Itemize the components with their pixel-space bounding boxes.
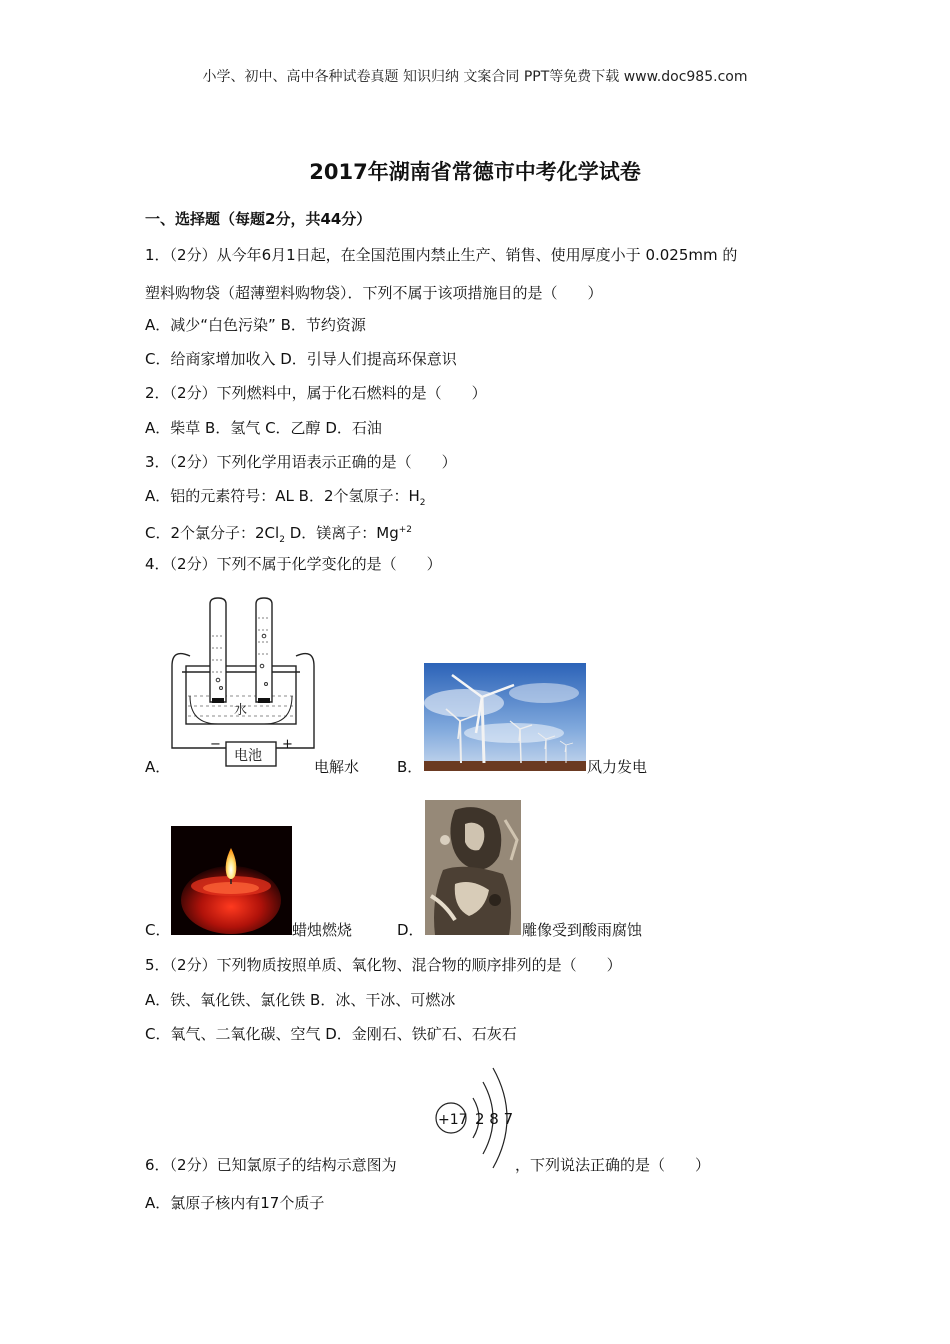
- battery-plus-sign: +: [282, 737, 293, 752]
- q3-option-d-superscript: +2: [398, 525, 413, 535]
- q6-stem-part1: 6．（2分）已知氯原子的结构示意图为: [145, 1156, 397, 1174]
- q6-option-a: A．氯原子核内有17个质子: [145, 1194, 325, 1212]
- electrolysis-diagram: [168, 596, 316, 772]
- q4-option-c-caption: 蜡烛燃烧: [292, 921, 353, 939]
- q1-options-ab: A．减少“白色污染” B．节约资源: [145, 316, 366, 334]
- atom-electron-shells: 2 8 7: [475, 1110, 514, 1128]
- q3-option-c-text: C．2个氯分子：2Cl: [145, 524, 280, 542]
- q4-option-b-caption: 风力发电: [587, 758, 648, 776]
- corroded-statue-photo: [425, 800, 521, 935]
- q4-option-d-label: D．: [397, 921, 424, 939]
- q3-options-ab: [145, 486, 426, 513]
- q4-option-a-label: A．: [145, 758, 171, 776]
- page-title: 2017年湖南省常德市中考化学试卷: [309, 160, 641, 184]
- q5-options-ab: A．铁、氧化铁、氯化铁 B．冰、干冰、可燃冰: [145, 991, 456, 1009]
- section-heading: 一、选择题（每题2分，共44分）: [145, 210, 372, 228]
- wind-turbine-photo: [424, 663, 586, 771]
- q5-stem: 5．（2分）下列物质按照单质、氧化物、混合物的顺序排列的是（ ）: [145, 956, 622, 974]
- q3-options-cd: [145, 520, 412, 550]
- q5-options-cd: C．氧气、二氧化碳、空气 D．金刚石、铁矿石、石灰石: [145, 1025, 517, 1043]
- q4-stem: 4．（2分）下列不属于化学变化的是（ ）: [145, 555, 442, 573]
- q4-option-c-label: C．: [145, 921, 171, 939]
- q6-stem-part2: ，下列说法正确的是（ ）: [515, 1156, 711, 1174]
- q4-option-a-caption: 电解水: [314, 758, 360, 776]
- q2-options: A．柴草 B．氢气 C．乙醇 D．石油: [145, 419, 382, 437]
- q1-stem-line1: 1．（2分）从今年6月1日起，在全国范围内禁止生产、销售、使用厚度小于 0.025mm 的: [145, 246, 738, 264]
- q3-stem: 3．（2分）下列化学用语表示正确的是（ ）: [145, 453, 457, 471]
- battery-minus-sign: −: [210, 737, 221, 752]
- page-header: 小学、初中、高中各种试卷真题 知识归纳 文案合同 PPT等免费下载 www.doc985.com: [202, 69, 748, 85]
- q3-option-a-text: A．铝的元素符号：AL B．2个氢原子：H: [145, 487, 420, 505]
- battery-label: 电池: [234, 748, 262, 764]
- q3-option-c-subscript: 2: [279, 535, 285, 545]
- q4-option-b-label: B．: [397, 758, 423, 776]
- atom-nucleus-charge: +17: [438, 1112, 468, 1128]
- q3-option-b-subscript: 2: [419, 498, 426, 508]
- q3-option-d-text: D．镁离子：Mg: [284, 524, 399, 542]
- q1-stem-line2: 塑料购物袋（超薄塑料购物袋）．下列不属于该项措施目的是（ ）: [145, 284, 603, 302]
- q1-options-cd: C．给商家增加收入 D．引导人们提高环保意识: [145, 350, 457, 368]
- chlorine-atom-diagram: [433, 1062, 523, 1174]
- q2-stem: 2．（2分）下列燃料中，属于化石燃料的是（ ）: [145, 384, 487, 402]
- q4-option-d-caption: 雕像受到酸雨腐蚀: [522, 921, 643, 939]
- electrolysis-water-label: 水: [234, 703, 248, 718]
- candle-photo: [171, 826, 292, 935]
